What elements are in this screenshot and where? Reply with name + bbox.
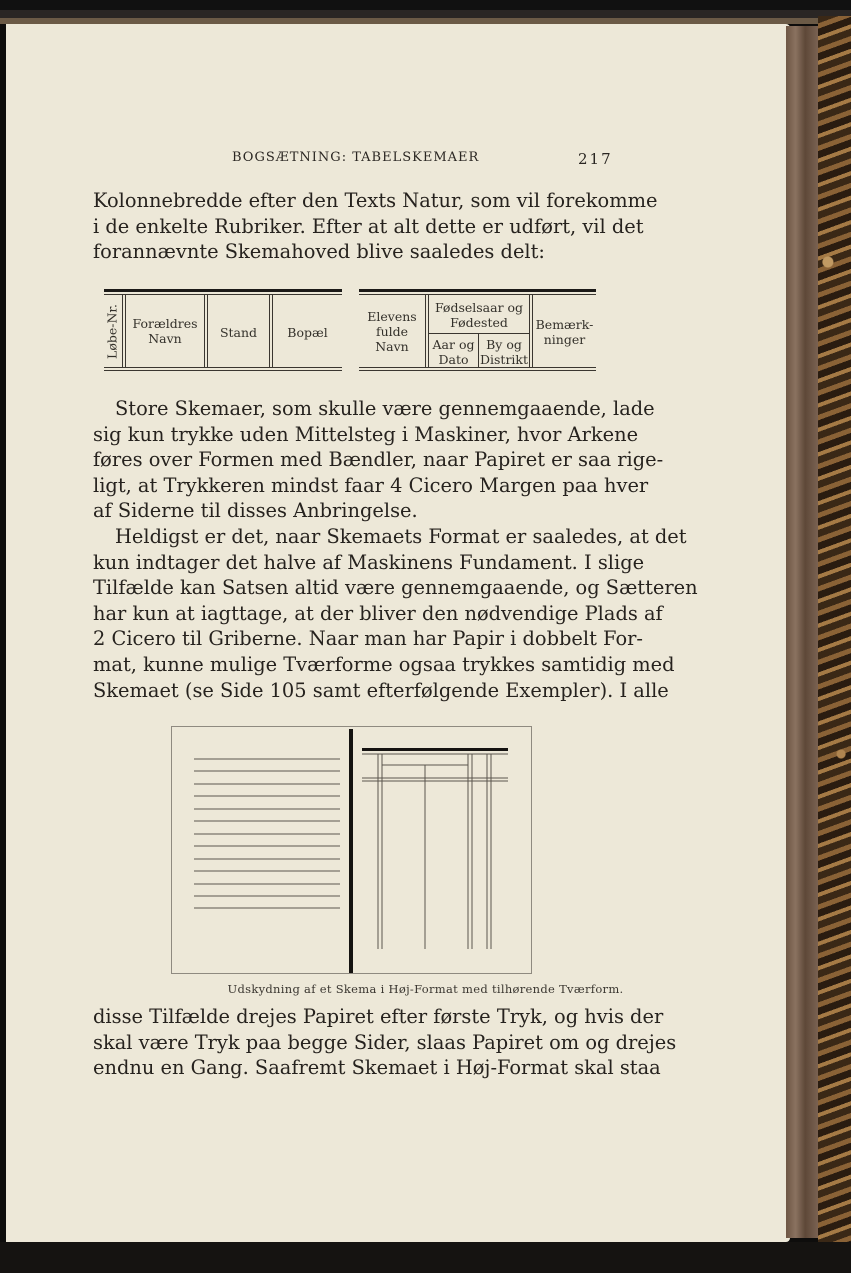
text-line: 2 Cicero til Griberne. Naar man har Papir i dobbelt For- — [93, 627, 643, 651]
cell-text: Fødselsaar og — [434, 300, 524, 315]
cell-text: By og — [486, 337, 522, 352]
figure-caption: Udskydning af et Skema i Høj-Format med tilhørende Tværform. — [227, 982, 624, 996]
text-line: har kun at iagttage, at der bliver den nødvendige Plads af — [93, 601, 663, 625]
text-line: forannævnte Skemahoved blive saaledes delt: — [93, 240, 545, 264]
cell-text: Bemærk- — [535, 317, 594, 332]
paragraph-2 — [93, 396, 664, 524]
text-line: ligt, at Trykkeren mindst faar 4 Cicero Margen paa hver — [93, 473, 649, 497]
col-elevens-navn — [359, 309, 425, 354]
paragraph-4 — [93, 1004, 677, 1081]
running-header — [0, 150, 851, 170]
imposition-figure — [171, 726, 532, 974]
cell-text: fulde — [375, 324, 409, 339]
text-line: endnu en Gang. Saafremt Skemaet i Høj-Format skal staa — [93, 1056, 661, 1080]
cell-text: Aar og — [432, 337, 475, 352]
col-stand: Stand — [219, 325, 258, 340]
col-by-og-distrikt — [479, 337, 529, 367]
col-aar-og-dato — [429, 337, 478, 367]
col-bemaerkninger — [533, 317, 596, 347]
col-lobe-nr: Løbe-Nr. — [104, 304, 120, 359]
text-line: føres over Formen med Bændler, naar Papiret er saa rige- — [93, 448, 664, 472]
marbled-cover — [818, 16, 851, 1246]
imposition-diagram — [172, 727, 531, 973]
cell-text: Navn — [375, 339, 409, 354]
cell-text: Navn — [148, 331, 182, 346]
paragraph-3 — [93, 524, 698, 703]
schema-table-1 — [104, 289, 342, 373]
page-edges — [786, 26, 818, 1238]
cell-text: Distrikt — [479, 352, 529, 367]
text-line: Tilfælde kan Satsen altid være gennemgaaende, og Sætteren — [93, 576, 698, 600]
col-bopael: Bopæl — [287, 325, 328, 340]
text-line: Kolonnebredde efter den Texts Natur, som vil forekomme — [93, 189, 658, 212]
text-line: Heldigst er det, naar Skemaets Format er saaledes, at det — [115, 525, 687, 548]
header-title: BOGSÆTNING: TABELSKEMAER — [232, 150, 480, 165]
col-group-fodselsaar — [429, 300, 529, 330]
top-edge — [0, 0, 851, 24]
text-line: Skemaet (se Side 105 samt efterfølgende Exempler). I alle — [93, 678, 669, 702]
text-line: Store Skemaer, som skulle være gennemgaaende, lade — [115, 397, 655, 420]
cell-text: Elevens — [367, 309, 417, 324]
cell-text: Forældres — [132, 316, 198, 331]
col-foraeldres-navn — [126, 316, 204, 346]
cell-text: Fødested — [450, 315, 508, 330]
schema-table-2 — [359, 289, 596, 373]
text-line: skal være Tryk paa begge Sider, slaas Papiret om og drejes — [93, 1030, 677, 1054]
text-line: mat, kunne mulige Tværforme ogsaa trykkes samtidig med — [93, 652, 675, 676]
page-number: 217 — [578, 150, 613, 168]
text-line: af Siderne til disses Anbringelse. — [93, 499, 418, 523]
cell-text: ninger — [543, 332, 586, 347]
text-line: disse Tilfælde drejes Papiret efter første Tryk, og hvis der — [93, 1005, 664, 1028]
text-line: sig kun trykke uden Mittelsteg i Maskiner, hvor Arkene — [93, 422, 639, 446]
text-line: i de enkelte Rubriker. Efter at alt dette er udført, vil det — [93, 214, 644, 238]
text-line: kun indtager det halve af Maskinens Fundament. I slige — [93, 550, 645, 574]
cell-text: Dato — [438, 352, 469, 367]
paragraph-1 — [93, 188, 658, 265]
bottom-edge — [0, 1242, 851, 1273]
